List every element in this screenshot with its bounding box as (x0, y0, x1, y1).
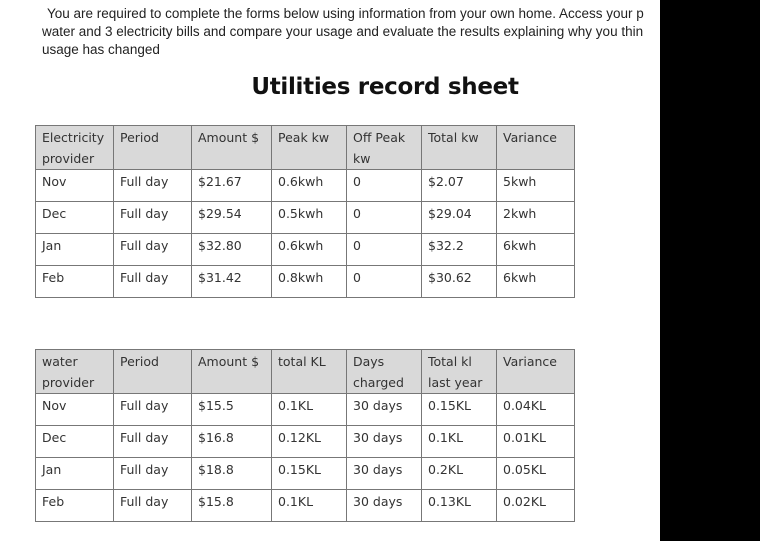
header-cell: Peak kw (272, 126, 347, 170)
table-row (36, 234, 575, 266)
header-cell: water provider (36, 350, 114, 394)
header-cell: Variance (497, 126, 575, 170)
header-cell: Amount $ (192, 126, 272, 170)
table-cell: Jan (36, 458, 114, 490)
table-row (36, 394, 575, 426)
table-cell: 0.5kwh (272, 202, 347, 234)
table-cell: Dec (36, 202, 114, 234)
instructions-line-1: You are required to complete the forms below using information from your own home. Access your p (47, 6, 644, 21)
header-cell: Variance (497, 350, 575, 394)
table-row (36, 426, 575, 458)
table-cell: $30.62 (422, 266, 497, 298)
table-cell: $2.07 (422, 170, 497, 202)
instructions-line-2: water and 3 electricity bills and compare your usage and evaluate the results explaining why you thin (42, 24, 644, 39)
header-cell: Period (114, 350, 192, 394)
electricity-table (35, 125, 575, 298)
table-cell: Nov (36, 394, 114, 426)
instructions-line-3: usage has changed (42, 42, 160, 57)
table-cell: Nov (36, 170, 114, 202)
table-cell: $29.04 (422, 202, 497, 234)
header-cell: Total kw (422, 126, 497, 170)
table-cell: $21.67 (192, 170, 272, 202)
table-cell: 0.6kwh (272, 170, 347, 202)
table-cell: 0.05KL (497, 458, 575, 490)
table-cell: 30 days (347, 426, 422, 458)
table-cell: Jan (36, 234, 114, 266)
table-cell: $18.8 (192, 458, 272, 490)
header-cell: Electricity provider (36, 126, 114, 170)
water-table (35, 349, 575, 522)
table-cell: Full day (114, 202, 192, 234)
table-cell: 0.02KL (497, 490, 575, 522)
table-row (36, 202, 575, 234)
table-cell: Feb (36, 266, 114, 298)
table-cell: 0.01KL (497, 426, 575, 458)
table-cell: Full day (114, 426, 192, 458)
page-title: Utilities record sheet (251, 74, 519, 100)
instructions-paragraph (42, 5, 660, 59)
table-cell: Full day (114, 170, 192, 202)
header-cell: Period (114, 126, 192, 170)
table-cell: Full day (114, 394, 192, 426)
table-cell: 0.15KL (422, 394, 497, 426)
table-cell: 0.15KL (272, 458, 347, 490)
table-cell: 0.12KL (272, 426, 347, 458)
table-cell: 0 (347, 170, 422, 202)
table-cell: 0 (347, 234, 422, 266)
header-cell: Off Peak kw (347, 126, 422, 170)
table-cell: $32.80 (192, 234, 272, 266)
table-row (36, 490, 575, 522)
header-cell: total KL (272, 350, 347, 394)
table-cell: 0.1KL (272, 490, 347, 522)
table-cell: $29.54 (192, 202, 272, 234)
table-header-row (36, 350, 575, 394)
table-cell: $32.2 (422, 234, 497, 266)
table-cell: $31.42 (192, 266, 272, 298)
table-cell: 0.1KL (272, 394, 347, 426)
table-row (36, 170, 575, 202)
table-cell: $15.8 (192, 490, 272, 522)
table-cell: 2kwh (497, 202, 575, 234)
table-cell: 0.04KL (497, 394, 575, 426)
table-cell: Dec (36, 426, 114, 458)
table-row (36, 266, 575, 298)
table-cell: 0.6kwh (272, 234, 347, 266)
table-cell: 0 (347, 266, 422, 298)
table-cell: Feb (36, 490, 114, 522)
table-header-row (36, 126, 575, 170)
table-cell: $15.5 (192, 394, 272, 426)
table-cell: 0.2KL (422, 458, 497, 490)
table-cell: Full day (114, 266, 192, 298)
table-cell: 0.13KL (422, 490, 497, 522)
table-cell: 6kwh (497, 266, 575, 298)
table-cell: $16.8 (192, 426, 272, 458)
table-cell: 30 days (347, 394, 422, 426)
table-cell: 0.8kwh (272, 266, 347, 298)
table-cell: 6kwh (497, 234, 575, 266)
table-cell: Full day (114, 458, 192, 490)
table-row (36, 458, 575, 490)
table-cell: 0 (347, 202, 422, 234)
table-cell: 5kwh (497, 170, 575, 202)
table-cell: Full day (114, 234, 192, 266)
black-overlay-panel (660, 0, 760, 541)
header-cell: Amount $ (192, 350, 272, 394)
table-cell: 0.1KL (422, 426, 497, 458)
header-cell: Total kl last year (422, 350, 497, 394)
table-cell: 30 days (347, 458, 422, 490)
header-cell: Days charged (347, 350, 422, 394)
table-cell: Full day (114, 490, 192, 522)
table-cell: 30 days (347, 490, 422, 522)
